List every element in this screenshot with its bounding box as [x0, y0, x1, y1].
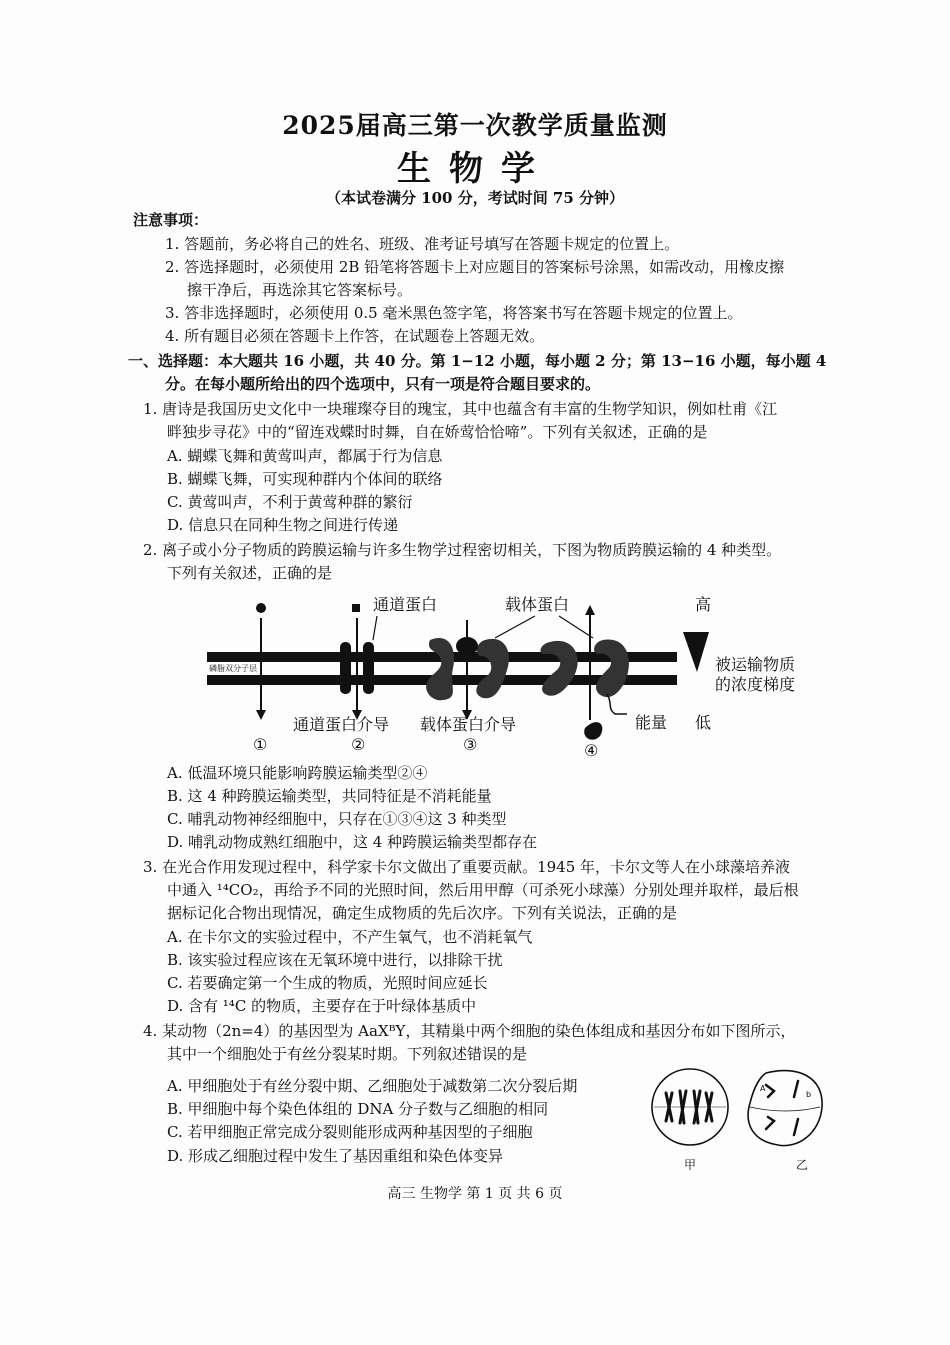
note-item: 1. 答题前，务必将自己的姓名、班级、准考证号填写在答题卡规定的位置上。 [165, 235, 680, 253]
arrowhead-1 [256, 710, 266, 720]
carrier-protein-3-right [476, 639, 509, 698]
gene-label-a: A [760, 1084, 766, 1093]
gradient-high-label: 高 [695, 595, 712, 614]
solute-square [352, 604, 360, 612]
lipid-bilayer-label: 磷脂双分子层 [209, 664, 257, 673]
carrier-protein-3-left [426, 638, 454, 700]
channel-protein-left [340, 642, 351, 694]
note-item: 2. 答选择题时，必须使用 2B 铅笔将答题卡上对应题目的答案标号涂黑，如需改动，用橡皮擦 [165, 258, 785, 276]
note-item: 3. 答非选择题时，必须使用 0.5 毫米黑色签字笔，将答案书写在答题卡规定的位置上。 [165, 304, 743, 322]
note-item: 4. 所有题目必须在答题卡上作答，在试题卷上答题无效。 [165, 327, 545, 345]
carrier-protein-4-right [594, 639, 629, 697]
type-number-2: ② [351, 735, 366, 754]
q3-stem: 据标记化合物出现情况，确定生成物质的先后次序。下列有关说法，正确的是 [167, 904, 678, 922]
energy-label: 能量 [635, 713, 668, 732]
cell-yi [748, 1071, 822, 1146]
cell-yi-furrow [750, 1107, 820, 1111]
cell-yi-chromosomes [766, 1081, 798, 1135]
q4-option-a: A. 甲细胞处于有丝分裂中期、乙细胞处于减数第二次分裂后期 [167, 1077, 578, 1095]
q4-option-b: B. 甲细胞中每个染色体组的 DNA 分子数与乙细胞的相同 [167, 1100, 549, 1118]
q1-stem: 1. 唐诗是我国历史文化中一块璀璨夺目的瑰宝，其中也蕴含有丰富的生物学知识，例如杜甫《江 [143, 400, 778, 418]
q1-option-a: A. 蝴蝶飞舞和黄莺叫声，都属于行为信息 [167, 447, 443, 465]
exam-title: 2025届高三第一次教学质量监测 [282, 111, 668, 140]
q4-option-d: D. 形成乙细胞过程中发生了基因重组和染色体变异 [167, 1147, 504, 1165]
q1-option-d: D. 信息只在同种生物之间进行传递 [167, 516, 399, 534]
q2-option-a: A. 低温环境只能影响跨膜运输类型②④ [167, 764, 428, 782]
gradient-wedge [683, 632, 709, 672]
carrier-protein-label: 载体蛋白 [505, 595, 570, 614]
page-footer: 高三 生物学 第 1 页 共 6 页 [387, 1186, 563, 1202]
subject-title: 生物学 [397, 149, 553, 189]
q3-option-a: A. 在卡尔文的实验过程中，不产生氧气，也不消耗氧气 [167, 928, 533, 946]
q1-option-b: B. 蝴蝶飞舞，可实现种群内个体间的联络 [167, 470, 443, 488]
carrier-pointer-3 [495, 616, 535, 638]
section-instruction: 分。在每小题所给出的四个选项中，只有一项是符合题目要求的。 [165, 375, 601, 393]
energy-arrow [607, 694, 627, 714]
carrier-protein-4-left [541, 641, 578, 696]
channel-protein-right [363, 642, 374, 694]
q1-option-c: C. 黄莺叫声，不利于黄莺种群的繁衍 [167, 493, 413, 511]
channel-protein-label: 通道蛋白 [373, 595, 438, 614]
membrane-transport-figure [195, 590, 835, 790]
q4-stem: 4. 某动物（2n=4）的基因型为 AaXᴮY，其精巢中两个细胞的染色体组成和基因分布如下图所示， [143, 1022, 796, 1040]
cell-jia-label: 甲 [684, 1158, 697, 1172]
q2-stem: 下列有关叙述，正确的是 [167, 564, 333, 582]
type-number-3: ③ [463, 735, 478, 754]
channel-mediated-label: 通道蛋白介导 [293, 715, 390, 734]
q2-option-c: C. 哺乳动物神经细胞中，只存在①③④这 3 种类型 [167, 810, 507, 828]
gradient-label-2: 的浓度梯度 [715, 675, 796, 694]
q4-option-c: C. 若甲细胞正常完成分裂则能形成两种基因型的子细胞 [167, 1123, 533, 1141]
q3-option-b: B. 该实验过程应该在无氧环境中进行，以排除干扰 [167, 951, 503, 969]
solute-carrier-4 [584, 722, 602, 740]
type-number-4: ④ [584, 741, 599, 760]
q3-option-c: C. 若要确定第一个生成的物质，光照时间应延长 [167, 974, 488, 992]
q2-option-b: B. 这 4 种跨膜运输类型，共同特征是不消耗能量 [167, 787, 492, 805]
carrier-mediated-label: 载体蛋白介导 [420, 715, 517, 734]
q2-stem: 2. 离子或小分子物质的跨膜运输与许多生物学过程密切相关，下图为物质跨膜运输的 4 种类型。 [143, 541, 782, 559]
note-item: 擦干净后，再选涂其它答案标号。 [187, 281, 413, 299]
exam-info: （本试卷满分 100 分，考试时间 75 分钟） [325, 189, 625, 207]
solute-dot-1 [256, 603, 266, 613]
q4-stem: 其中一个细胞处于有丝分裂某时期。下列叙述错误的是 [167, 1045, 528, 1063]
type-number-1: ① [253, 735, 268, 754]
gradient-low-label: 低 [695, 713, 712, 732]
q1-stem: 畔独步寻花》中的“留连戏蝶时时舞，自在娇莺恰恰啼”。下列有关叙述，正确的是 [167, 423, 708, 441]
notes-heading: 注意事项： [133, 211, 209, 229]
gradient-label-1: 被运输物质 [715, 655, 796, 674]
cell-yi-label: 乙 [796, 1158, 809, 1172]
arrowhead-4 [585, 605, 595, 615]
section-heading: 一、选择题：本大题共 16 小题，共 40 分。第 1−12 小题，每小题 2 分；第 13−16 小题，每小题 4 [128, 352, 827, 370]
q3-stem: 中通入 ¹⁴CO₂，再给予不同的光照时间，然后用甲醇（可杀死小球藻）分别处理并取样，最后根 [167, 881, 799, 899]
cell-division-figure [648, 1063, 848, 1173]
q3-stem: 3. 在光合作用发现过程中，科学家卡尔文做出了重要贡献。1945 年，卡尔文等人在小球藻培养液 [143, 858, 791, 876]
gene-label-b: b [806, 1090, 812, 1099]
carrier-pointer-4 [559, 616, 593, 638]
channel-pointer [373, 616, 377, 640]
q2-option-d: D. 哺乳动物成熟红细胞中，这 4 种跨膜运输类型都存在 [167, 833, 538, 851]
q3-option-d: D. 含有 ¹⁴C 的物质，主要存在于叶绿体基质中 [167, 997, 477, 1015]
